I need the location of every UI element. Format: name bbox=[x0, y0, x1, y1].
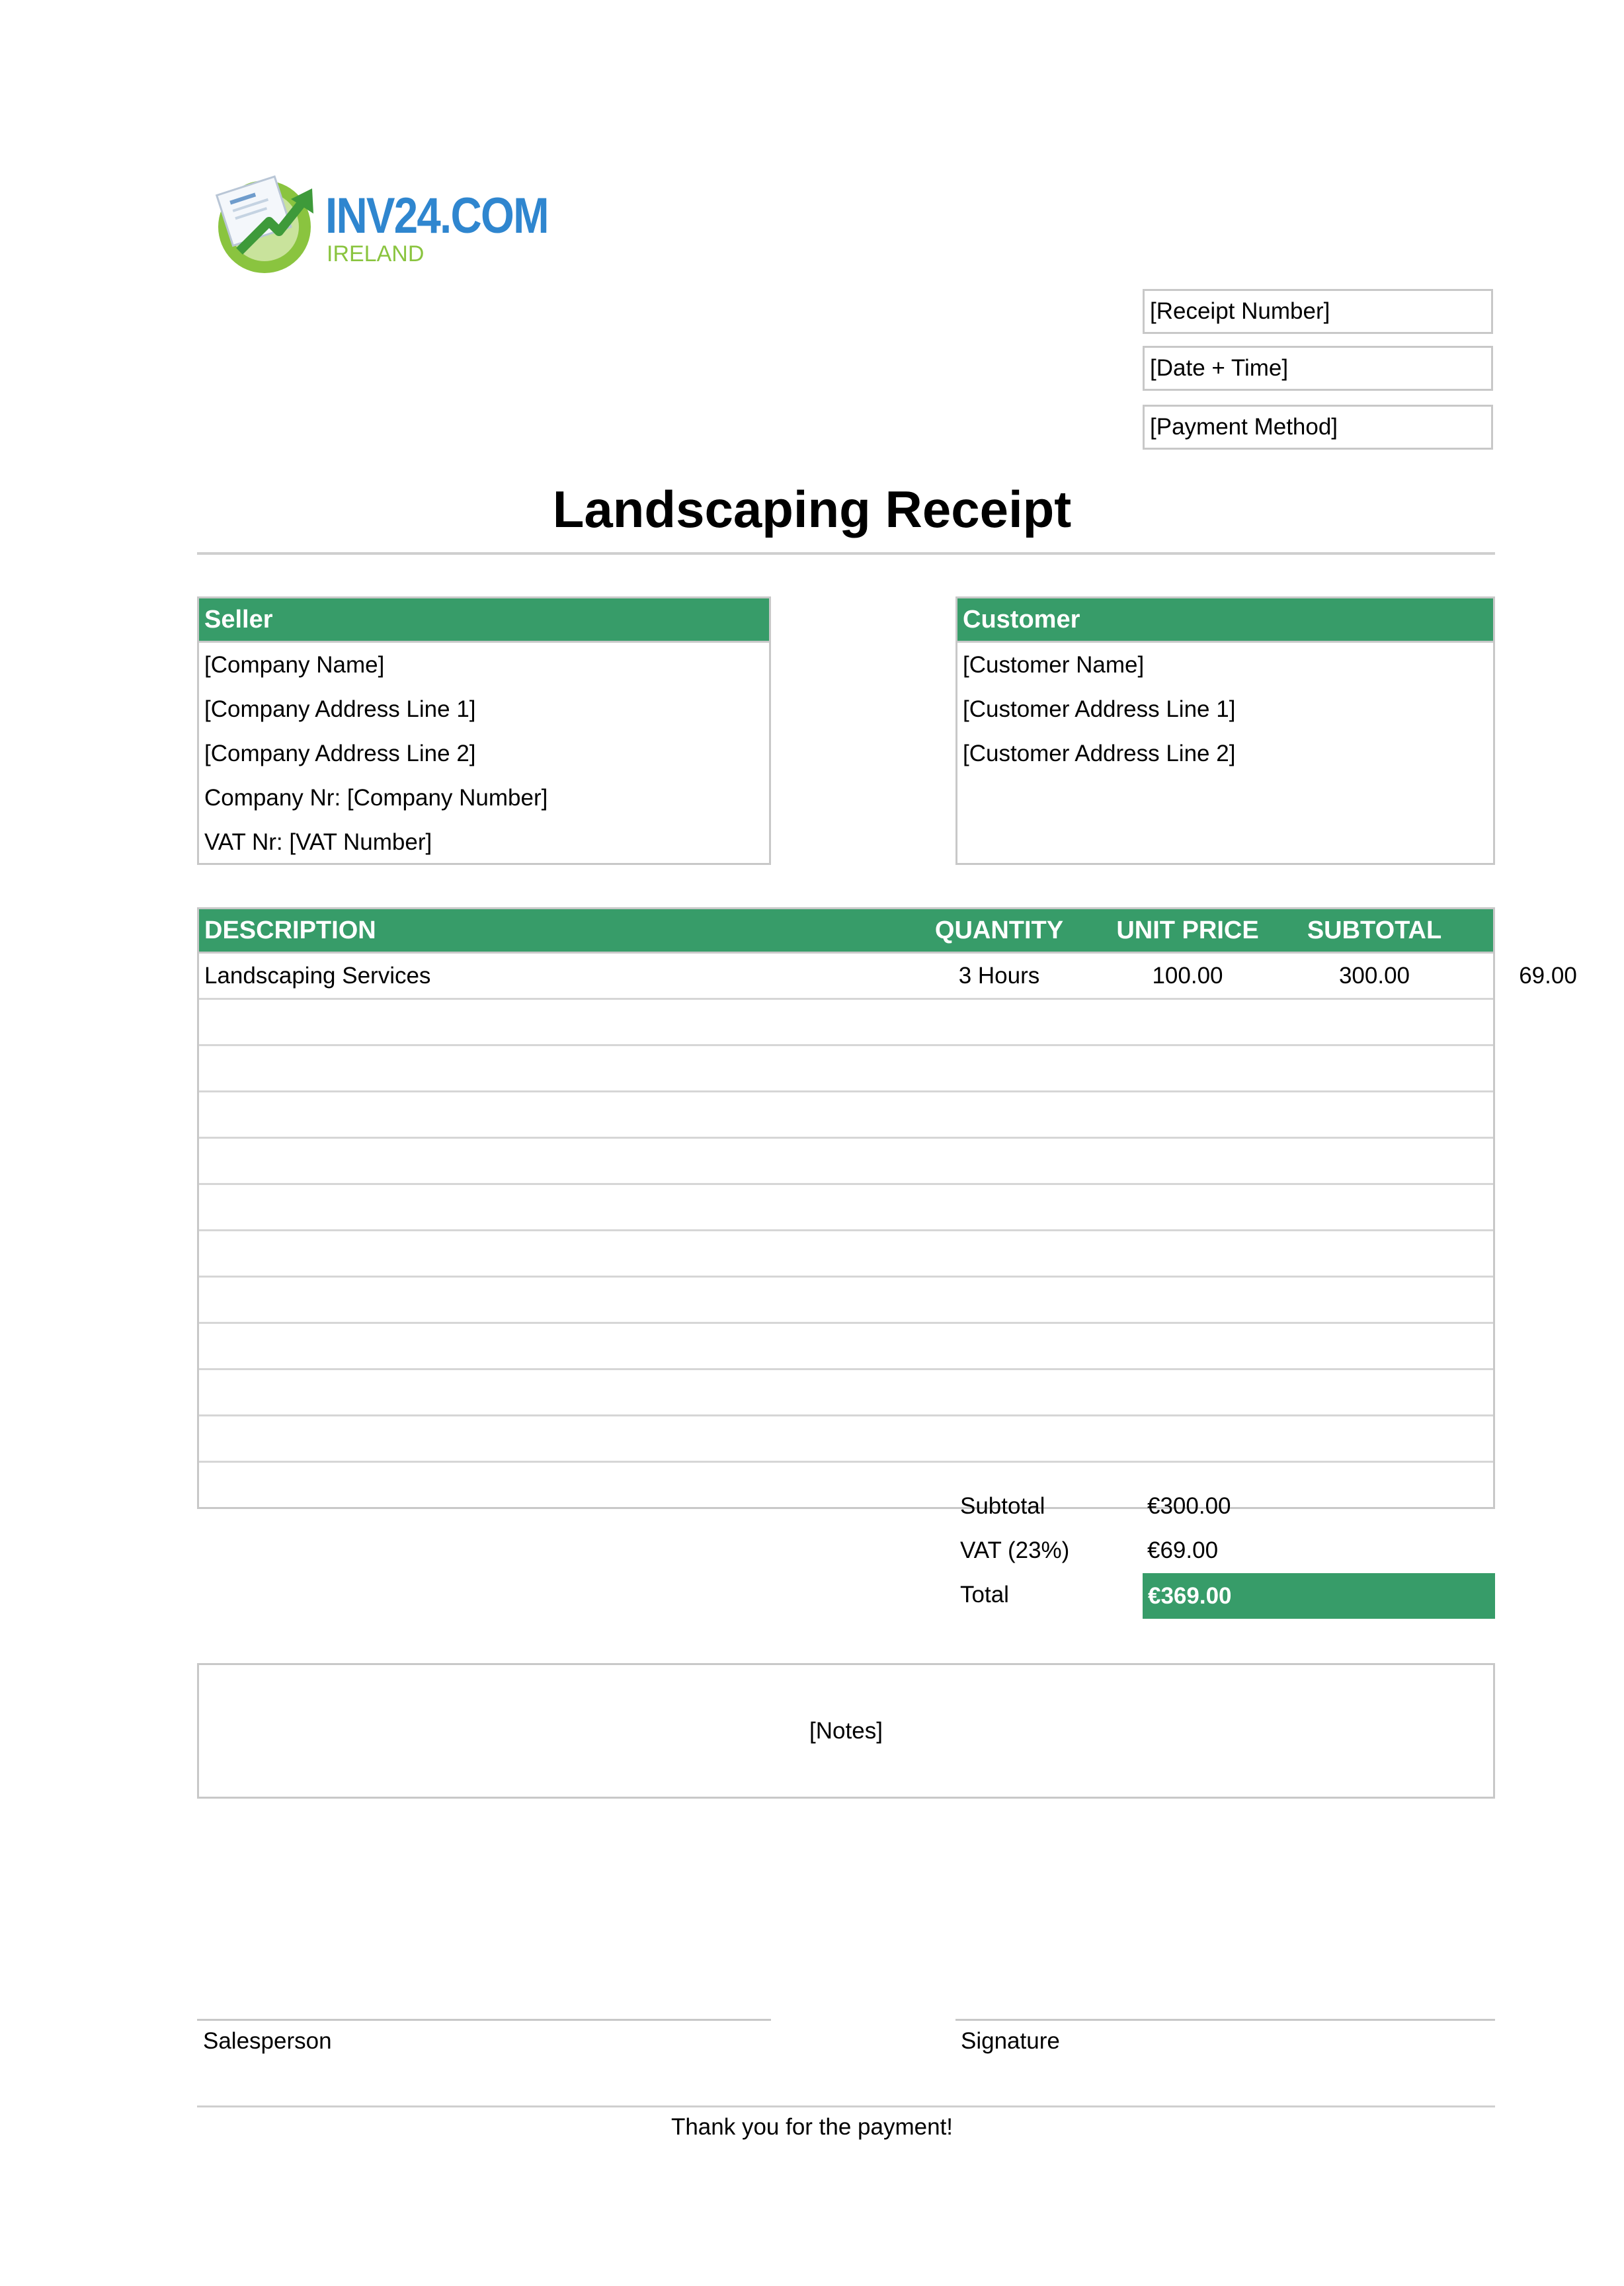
title-divider bbox=[197, 552, 1495, 555]
seller-vat-number: VAT Nr: [VAT Number] bbox=[204, 829, 432, 855]
row-description: Landscaping Services bbox=[204, 963, 431, 989]
footer-thanks: Thank you for the payment! bbox=[670, 2114, 954, 2140]
table-row-empty bbox=[199, 1370, 1493, 1416]
seller-address-line-2: [Company Address Line 2] bbox=[204, 741, 476, 766]
page-title: Landscaping Receipt bbox=[552, 480, 1072, 538]
seller-address-line-1: [Company Address Line 1] bbox=[204, 696, 476, 722]
header-subtotal: SUBTOTAL bbox=[1307, 917, 1442, 944]
row-vat: 69.00 bbox=[1519, 963, 1577, 989]
logo-icon bbox=[213, 169, 325, 274]
vat-value: €69.00 bbox=[1147, 1537, 1219, 1563]
table-row-empty bbox=[199, 1416, 1493, 1463]
seller-heading: Seller bbox=[199, 598, 769, 643]
items-header-row bbox=[199, 909, 1572, 954]
total-value: €369.00 bbox=[1148, 1583, 1232, 1609]
table-row-empty bbox=[199, 1185, 1493, 1231]
table-row-empty bbox=[199, 1000, 1493, 1046]
seller-box bbox=[197, 596, 771, 865]
subtotal-value: €300.00 bbox=[1147, 1493, 1231, 1519]
customer-heading: Customer bbox=[957, 598, 1493, 643]
seller-company-number: Company Nr: [Company Number] bbox=[204, 785, 548, 811]
table-row-empty bbox=[199, 1463, 1493, 1507]
row-subtotal: 300.00 bbox=[1338, 963, 1410, 989]
row-quantity: 3 Hours bbox=[958, 963, 1040, 989]
signature-line bbox=[955, 2019, 1495, 2021]
table-row-empty bbox=[199, 1046, 1493, 1092]
signature-label: Signature bbox=[961, 2028, 1060, 2054]
logo-region: IRELAND bbox=[327, 241, 425, 266]
logo-brand: INV24.COM bbox=[325, 188, 548, 244]
table-row-empty bbox=[199, 1278, 1493, 1324]
header-quantity: QUANTITY bbox=[934, 917, 1064, 944]
customer-address-line-1: [Customer Address Line 1] bbox=[963, 696, 1236, 722]
table-row bbox=[199, 954, 1577, 1000]
header-vat: VAT bbox=[1524, 917, 1572, 944]
footer-divider bbox=[197, 2105, 1495, 2107]
payment-method-field: [Payment Method] bbox=[1143, 405, 1493, 450]
notes-box: [Notes] bbox=[197, 1663, 1495, 1799]
table-row-empty bbox=[199, 1231, 1493, 1278]
date-time-field: [Date + Time] bbox=[1143, 346, 1493, 391]
table-row-empty bbox=[199, 1139, 1493, 1185]
customer-name: [Customer Name] bbox=[963, 652, 1145, 678]
seller-company-name: [Company Name] bbox=[204, 652, 385, 678]
table-row-empty bbox=[199, 1324, 1493, 1370]
header-description: DESCRIPTION bbox=[204, 917, 376, 944]
salesperson-line bbox=[197, 2019, 771, 2021]
total-value-box bbox=[1143, 1573, 1495, 1619]
salesperson-label: Salesperson bbox=[203, 2028, 332, 2054]
customer-address-line-2: [Customer Address Line 2] bbox=[963, 741, 1236, 766]
total-label: Total bbox=[960, 1582, 1009, 1608]
table-row-empty bbox=[199, 1092, 1493, 1139]
items-table bbox=[197, 907, 1577, 1509]
vat-label: VAT (23%) bbox=[960, 1537, 1070, 1563]
row-unit-price: 100.00 bbox=[1152, 963, 1223, 989]
subtotal-label: Subtotal bbox=[960, 1493, 1045, 1519]
receipt-number-field: [Receipt Number] bbox=[1143, 289, 1493, 334]
customer-box bbox=[955, 596, 1495, 865]
company-logo bbox=[213, 169, 548, 274]
header-unit-price: UNIT PRICE bbox=[1116, 917, 1259, 944]
